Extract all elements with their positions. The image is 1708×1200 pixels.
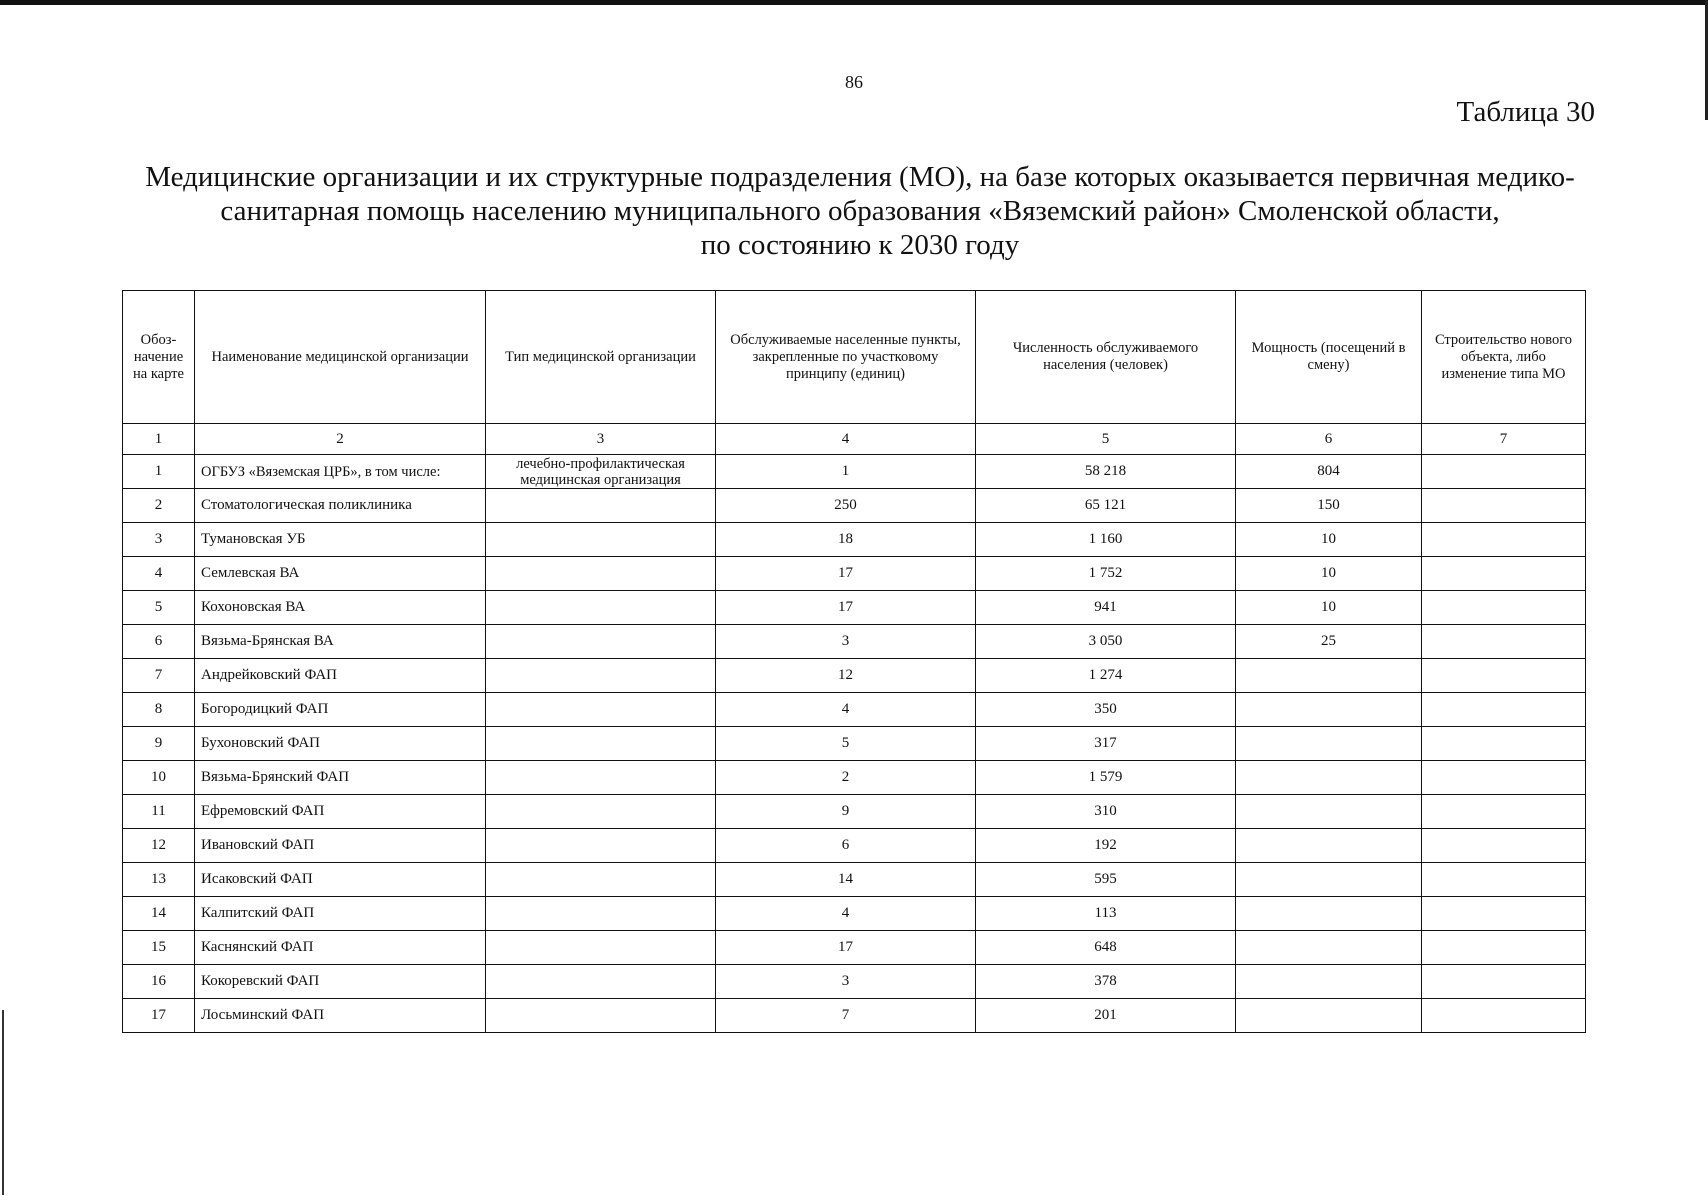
column-number: 2 [195, 424, 486, 455]
cell-population: 192 [976, 829, 1236, 863]
cell-settlements: 3 [716, 625, 976, 659]
cell-population: 65 121 [976, 489, 1236, 523]
cell-construction [1422, 863, 1586, 897]
header-settlements: Обслуживаемые населенные пункты, закрепленные по участковому принципу (единиц) [716, 291, 976, 424]
cell-settlements: 1 [716, 455, 976, 489]
cell-population: 3 050 [976, 625, 1236, 659]
table-row [123, 659, 1586, 693]
cell-settlements: 250 [716, 489, 976, 523]
table-row [123, 523, 1586, 557]
cell-settlements: 17 [716, 557, 976, 591]
column-number-row [123, 424, 1586, 455]
cell-settlements: 18 [716, 523, 976, 557]
cell-construction [1422, 523, 1586, 557]
cell-map-designation: 16 [123, 965, 195, 999]
title-line: по состоянию к 2030 году [700, 229, 1020, 261]
cell-capacity [1236, 795, 1422, 829]
cell-org-name: Каснянский ФАП [195, 931, 486, 965]
header-org-type: Тип медицинской организации [486, 291, 716, 424]
table-row [123, 557, 1586, 591]
cell-map-designation: 1 [123, 455, 195, 489]
cell-org-type [486, 863, 716, 897]
column-number: 6 [1236, 424, 1422, 455]
cell-org-type [486, 659, 716, 693]
cell-org-name: Ивановский ФАП [195, 829, 486, 863]
header-row [123, 291, 1586, 424]
cell-map-designation: 2 [123, 489, 195, 523]
cell-settlements: 9 [716, 795, 976, 829]
cell-capacity [1236, 999, 1422, 1033]
cell-org-name: Семлевская ВА [195, 557, 486, 591]
cell-org-type [486, 999, 716, 1033]
cell-map-designation: 8 [123, 693, 195, 727]
cell-map-designation: 12 [123, 829, 195, 863]
cell-org-name: Стоматологическая поликлиника [195, 489, 486, 523]
cell-settlements: 4 [716, 693, 976, 727]
cell-map-designation: 15 [123, 931, 195, 965]
table-row [123, 795, 1586, 829]
cell-construction [1422, 931, 1586, 965]
cell-capacity: 150 [1236, 489, 1422, 523]
cell-population: 648 [976, 931, 1236, 965]
cell-population: 1 579 [976, 761, 1236, 795]
cell-capacity [1236, 829, 1422, 863]
cell-construction [1422, 727, 1586, 761]
cell-settlements: 3 [716, 965, 976, 999]
column-number: 7 [1422, 424, 1586, 455]
cell-org-name: Калпитский ФАП [195, 897, 486, 931]
column-number: 4 [716, 424, 976, 455]
cell-construction [1422, 999, 1586, 1033]
cell-org-name: Лосьминский ФАП [195, 999, 486, 1033]
cell-org-type [486, 489, 716, 523]
column-number: 5 [976, 424, 1236, 455]
header-construction: Строительство нового объекта, либо изменение типа МО [1422, 291, 1586, 424]
cell-map-designation: 9 [123, 727, 195, 761]
cell-settlements: 2 [716, 761, 976, 795]
header-org-name: Наименование медицинской организации [195, 291, 486, 424]
cell-population: 378 [976, 965, 1236, 999]
cell-map-designation: 3 [123, 523, 195, 557]
cell-population: 350 [976, 693, 1236, 727]
header-map-designation: Обоз-начение на карте [123, 291, 195, 424]
cell-capacity: 804 [1236, 455, 1422, 489]
cell-map-designation: 14 [123, 897, 195, 931]
cell-construction [1422, 557, 1586, 591]
cell-map-designation: 11 [123, 795, 195, 829]
cell-construction [1422, 761, 1586, 795]
cell-settlements: 17 [716, 591, 976, 625]
column-number: 3 [486, 424, 716, 455]
cell-capacity [1236, 931, 1422, 965]
cell-org-type [486, 761, 716, 795]
cell-construction [1422, 489, 1586, 523]
cell-capacity [1236, 761, 1422, 795]
title-line: санитарная помощь населению муниципального образования «Вяземский район» Смоленской области, [220, 195, 1500, 227]
table-row [123, 999, 1586, 1033]
cell-settlements: 7 [716, 999, 976, 1033]
cell-capacity: 10 [1236, 523, 1422, 557]
cell-org-name: Исаковский ФАП [195, 863, 486, 897]
header-population: Численность обслуживаемого населения (человек) [976, 291, 1236, 424]
cell-construction [1422, 829, 1586, 863]
cell-org-name: Тумановская УБ [195, 523, 486, 557]
table-row [123, 863, 1586, 897]
cell-map-designation: 13 [123, 863, 195, 897]
cell-org-type [486, 727, 716, 761]
table-row [123, 489, 1586, 523]
table-row [123, 727, 1586, 761]
cell-construction [1422, 897, 1586, 931]
table-row [123, 931, 1586, 965]
cell-construction [1422, 591, 1586, 625]
cell-population: 310 [976, 795, 1236, 829]
scan-edge-left [2, 1010, 4, 1195]
cell-population: 113 [976, 897, 1236, 931]
cell-construction [1422, 659, 1586, 693]
cell-settlements: 12 [716, 659, 976, 693]
cell-construction [1422, 795, 1586, 829]
cell-population: 317 [976, 727, 1236, 761]
cell-capacity: 25 [1236, 625, 1422, 659]
table-row [123, 625, 1586, 659]
document-title [130, 160, 1590, 262]
cell-org-type [486, 795, 716, 829]
cell-capacity: 10 [1236, 557, 1422, 591]
cell-org-type [486, 829, 716, 863]
table-row [123, 829, 1586, 863]
table-row [123, 455, 1586, 489]
cell-org-type [486, 625, 716, 659]
cell-capacity [1236, 693, 1422, 727]
cell-org-type [486, 965, 716, 999]
cell-settlements: 5 [716, 727, 976, 761]
cell-population: 1 752 [976, 557, 1236, 591]
cell-org-type [486, 693, 716, 727]
table-row [123, 591, 1586, 625]
cell-settlements: 14 [716, 863, 976, 897]
cell-org-name: Вязьма-Брянский ФАП [195, 761, 486, 795]
cell-construction [1422, 455, 1586, 489]
column-number: 1 [123, 424, 195, 455]
cell-population: 58 218 [976, 455, 1236, 489]
cell-org-name: Бухоновский ФАП [195, 727, 486, 761]
table-row [123, 693, 1586, 727]
cell-construction [1422, 693, 1586, 727]
cell-org-name: Вязьма-Брянская ВА [195, 625, 486, 659]
cell-org-type [486, 557, 716, 591]
cell-population: 941 [976, 591, 1236, 625]
cell-org-name: Андрейковский ФАП [195, 659, 486, 693]
table-row [123, 897, 1586, 931]
cell-map-designation: 10 [123, 761, 195, 795]
table-row [123, 761, 1586, 795]
cell-org-name: Кокоревский ФАП [195, 965, 486, 999]
cell-capacity [1236, 897, 1422, 931]
cell-population: 595 [976, 863, 1236, 897]
cell-org-name: ОГБУЗ «Вяземская ЦРБ», в том числе: [195, 455, 486, 489]
header-capacity: Мощность (посещений в смену) [1236, 291, 1422, 424]
cell-map-designation: 17 [123, 999, 195, 1033]
cell-capacity [1236, 659, 1422, 693]
cell-org-type [486, 931, 716, 965]
cell-settlements: 6 [716, 829, 976, 863]
cell-map-designation: 5 [123, 591, 195, 625]
cell-org-name: Кохоновская ВА [195, 591, 486, 625]
cell-population: 1 274 [976, 659, 1236, 693]
medical-organizations-table [122, 290, 1586, 1033]
cell-org-name: Ефремовский ФАП [195, 795, 486, 829]
title-line: Медицинские организации и их структурные подразделения (МО), на базе которых оказывается первичная медико- [145, 161, 1575, 193]
cell-capacity [1236, 965, 1422, 999]
cell-map-designation: 4 [123, 557, 195, 591]
cell-map-designation: 7 [123, 659, 195, 693]
cell-settlements: 17 [716, 931, 976, 965]
cell-capacity: 10 [1236, 591, 1422, 625]
cell-org-type [486, 591, 716, 625]
cell-capacity [1236, 863, 1422, 897]
top-border-line [0, 0, 1708, 5]
cell-capacity [1236, 727, 1422, 761]
table-label: Таблица 30 [1456, 96, 1595, 128]
cell-map-designation: 6 [123, 625, 195, 659]
cell-population: 201 [976, 999, 1236, 1033]
table-body [123, 455, 1586, 1033]
table-row [123, 965, 1586, 999]
cell-settlements: 4 [716, 897, 976, 931]
page-number: 86 [845, 72, 863, 92]
cell-org-type: лечебно-профилактическая медицинская организация [486, 455, 716, 489]
cell-org-type [486, 523, 716, 557]
cell-population: 1 160 [976, 523, 1236, 557]
cell-construction [1422, 965, 1586, 999]
cell-construction [1422, 625, 1586, 659]
cell-org-type [486, 897, 716, 931]
cell-org-name: Богородицкий ФАП [195, 693, 486, 727]
